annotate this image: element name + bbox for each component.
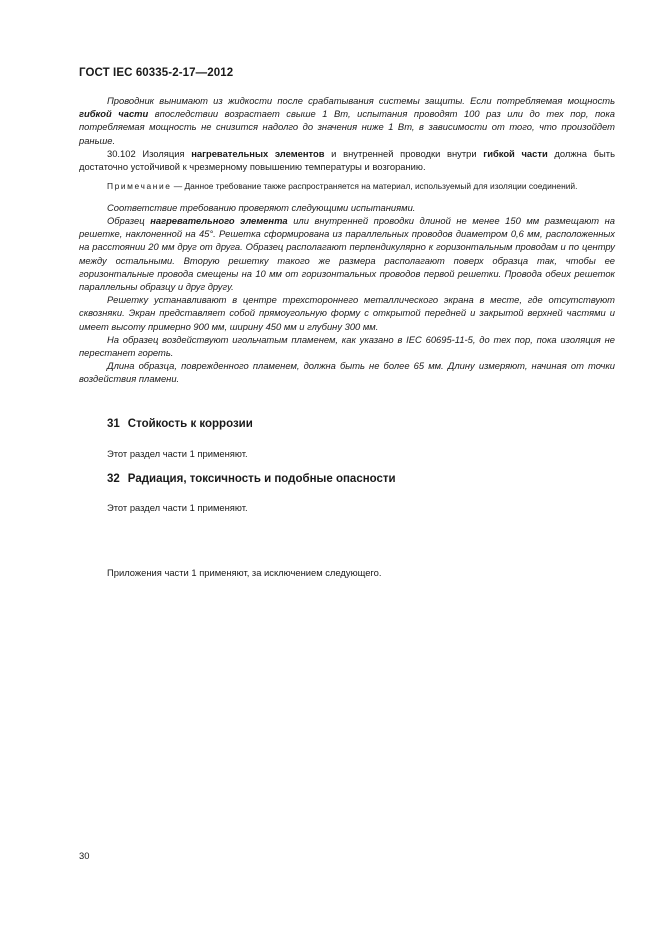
note-label: Примечание [107,181,172,192]
paragraph-sample: Образец нагревательного элемента или внутренней проводки длиной не менее 150 мм размещают на решетке, наклоненной на 45°. Решетка сформирована из параллельных проводов диаметром 0,6 мм, расположенных на расстоянии 20 мм друг от друга. Образец располагают перпендикулярно к горизонтальным проводам и по центру между остальными. Вторую решетку такого же размера располагают поверх образца так, чтобы ее горизонтальные провода смещены на 10 мм от горизонтальных проводов первой решетки. Провода обеих решеток параллельны образцу и друг другу. [79,215,616,293]
paragraph-conductor-removal: Проводник вынимают из жидкости после срабатывания системы защиты. Если потребляемая мощность гибкой части впоследствии возрастает свыше 1 Вт, испытания проводят 100 раз или до тех пор, пока потребляемая мощность не снизится надолго до значения ниже 1 Вт, в зависимости от того, что произойдет раньше. [79,95,615,146]
paragraph-compliance: Соответствие требованию проверяют следующими испытаниями. [107,201,416,213]
note [79,180,615,193]
section-31-title: Стойкость к коррозии [127,418,253,430]
section-32-title: Радиация, токсичность и подобные опасности [127,473,396,485]
paragraph-grid-screen: Решетку устанавливают в центре трехстороннего металлического экрана в месте, где отсутствуют сквозняки. Экран представляет собой прямоугольную форму с открытой передней и закрытой верхней частями и имеет высоту примерно 900 мм, ширину 450 мм и глубину 300 мм. [79,294,615,332]
section-32-number: 32 [107,473,120,485]
annexes-text: Приложения части 1 применяют, за исключением следующего. [107,567,382,578]
section-31-heading [107,418,253,430]
section-31-text: Этот раздел части 1 применяют. [107,448,248,459]
note-text: — Данное требование также распространяется на материал, используемый для изоляции соединений. [171,181,578,192]
document-body [79,94,615,386]
section-31-number: 31 [107,418,120,430]
paragraph-damage-length: Длина образца, поврежденного пламенем, должна быть не более 65 мм. Длину измеряют, начиная от точки воздействия пламени. [79,360,615,385]
page-number: 30 [79,850,90,861]
section-32-heading [107,473,396,485]
paragraph-needle-flame: На образец воздействуют игольчатым пламенем, как указано в IEC 60695-11-5, до тех пор, пока изоляция не перестанет гореть. [79,333,615,359]
document-header: ГОСТ IEC 60335-2-17—2012 [79,67,234,79]
paragraph-30-102: 30.102 Изоляция нагревательных элементов и внутренней проводки внутри гибкой части должна быть достаточно устойчивой к чрезмерному повышению температуры и возгоранию. [79,147,615,173]
section-32-text: Этот раздел части 1 применяют. [107,502,248,513]
